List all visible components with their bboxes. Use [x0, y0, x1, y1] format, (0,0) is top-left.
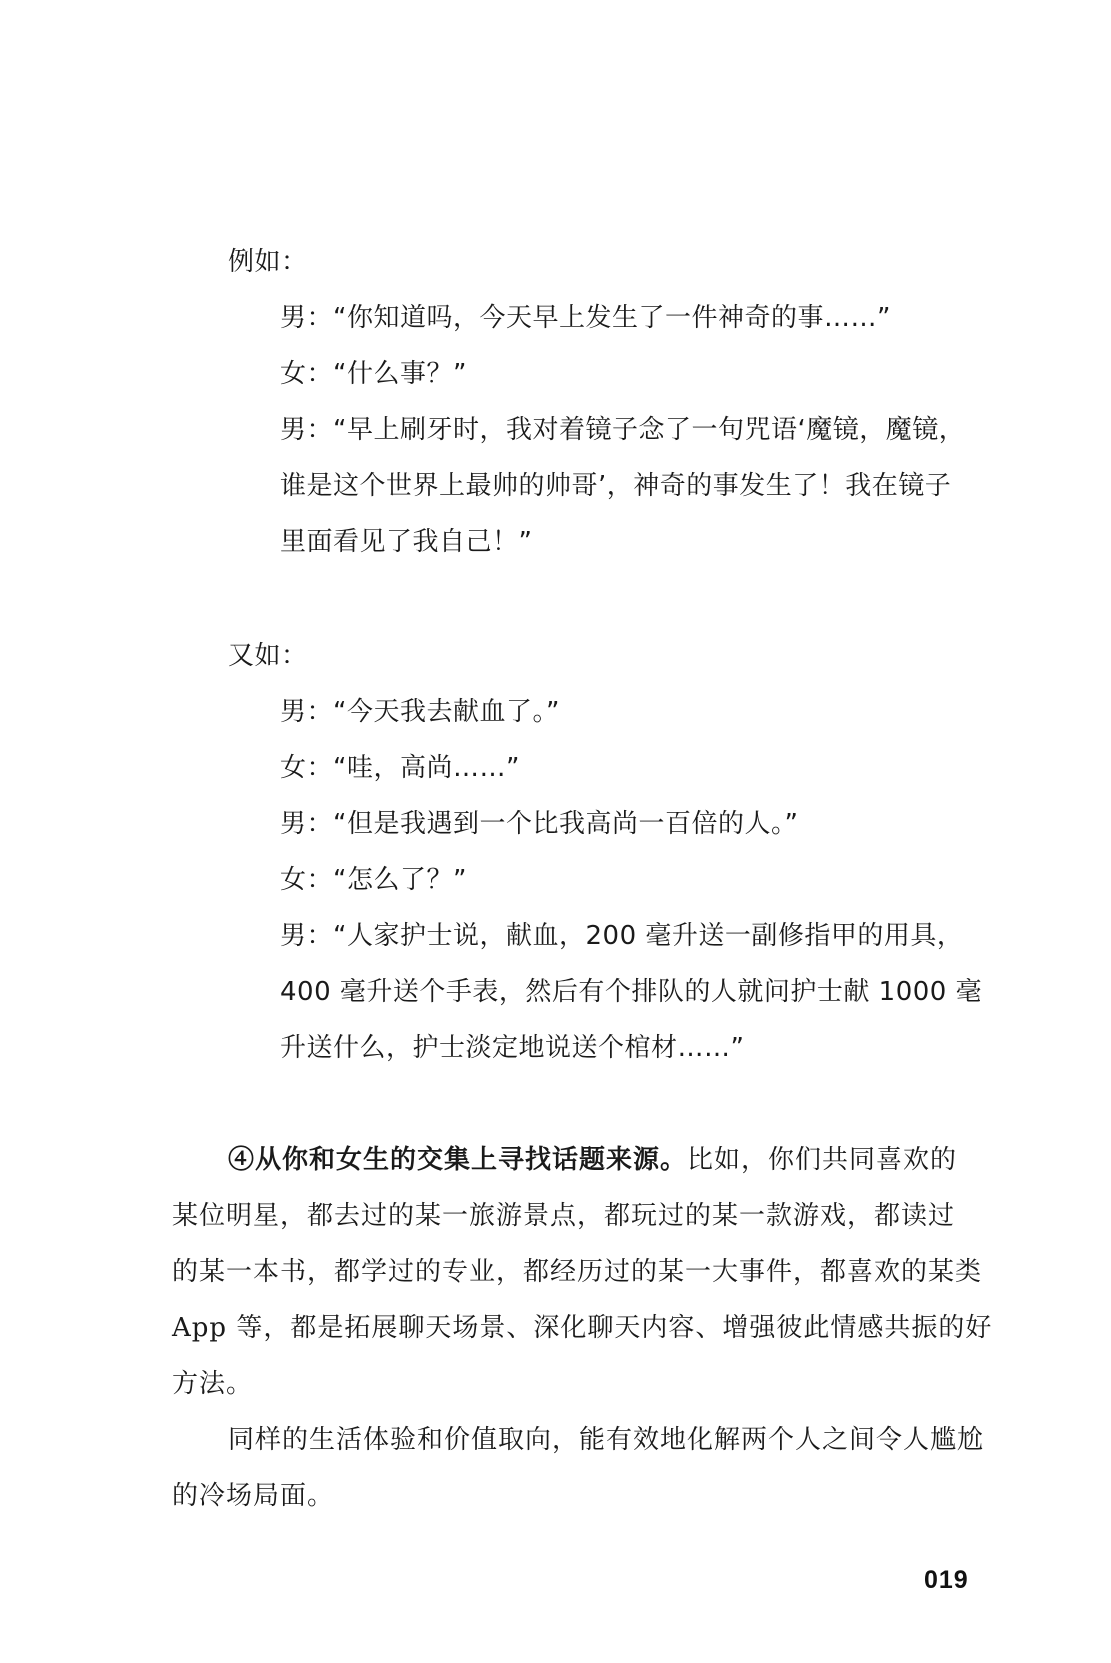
dialogue-text: “你知道吗，今天早上发生了一件神奇的事……” [333, 303, 891, 333]
example1-intro: 例如： [228, 247, 308, 277]
paragraph-line: App 等，都是拓展聊天场景、深化聊天内容、增强彼此情感共振的好 [172, 1313, 993, 1343]
dialogue-line [280, 806, 798, 842]
speaker-label: 男： [280, 303, 334, 333]
example2-intro: 又如： [228, 641, 308, 671]
speaker-label: 男： [280, 415, 334, 445]
dialogue-line [280, 694, 560, 730]
speaker-label: 女： [280, 359, 334, 389]
paragraph-line: 某位明星，都去过的某一旅游景点，都玩过的某一款游戏，都读过 [172, 1201, 956, 1231]
dialogue-text: 升送什么，护士淡定地说送个棺材……” [280, 1033, 745, 1063]
dialogue-continuation [280, 974, 982, 1010]
dialogue-text: “哇，高尚……” [333, 753, 520, 783]
dialogue-text: “今天我去献血了。” [333, 697, 560, 727]
speaker-label: 女： [280, 753, 334, 783]
page-number: 019 [924, 1566, 969, 1594]
dialogue-line [280, 918, 963, 954]
paragraph-line: 方法。 [172, 1369, 254, 1399]
dialogue-text: “怎么了？” [333, 865, 467, 895]
dialogue-line [280, 356, 467, 392]
dialogue-continuation [280, 1030, 744, 1066]
dialogue-line [280, 300, 891, 336]
dialogue-text: “早上刷牙时，我对着镜子念了一句咒语‘魔镜，魔镜， [333, 415, 966, 445]
dialogue-text: 400 毫升送个手表，然后有个排队的人就问护士献 1000 毫 [280, 977, 983, 1007]
paragraph-line: 的某一本书，都学过的专业，都经历过的某一大事件，都喜欢的某类 [172, 1257, 983, 1287]
paragraph-line [228, 1142, 957, 1178]
dialogue-continuation [280, 468, 951, 504]
speaker-label: 女： [280, 865, 334, 895]
dialogue-continuation [280, 524, 532, 560]
dialogue-text: “但是我遇到一个比我高尚一百倍的人。” [333, 809, 799, 839]
dialogue-text: 里面看见了我自己！” [280, 527, 533, 557]
dialogue-line [280, 750, 520, 786]
speaker-label: 男： [280, 809, 334, 839]
dialogue-text: 谁是这个世界上最帅的帅哥’，神奇的事发生了！我在镜子 [280, 471, 952, 501]
paragraph-text: 比如，你们共同喜欢的 [687, 1145, 958, 1175]
dialogue-text: “人家护士说，献血，200 毫升送一副修指甲的用具， [333, 921, 964, 951]
speaker-label: 男： [280, 697, 334, 727]
dialogue-text: “什么事？” [333, 359, 467, 389]
bold-heading: ④从你和女生的交集上寻找话题来源。 [228, 1145, 688, 1175]
speaker-label: 男： [280, 921, 334, 951]
paragraph-line: 同样的生活体验和价值取向，能有效地化解两个人之间令人尴尬 [228, 1425, 985, 1455]
paragraph-line: 的冷场局面。 [172, 1481, 335, 1511]
dialogue-line [280, 412, 965, 448]
dialogue-line [280, 862, 467, 898]
